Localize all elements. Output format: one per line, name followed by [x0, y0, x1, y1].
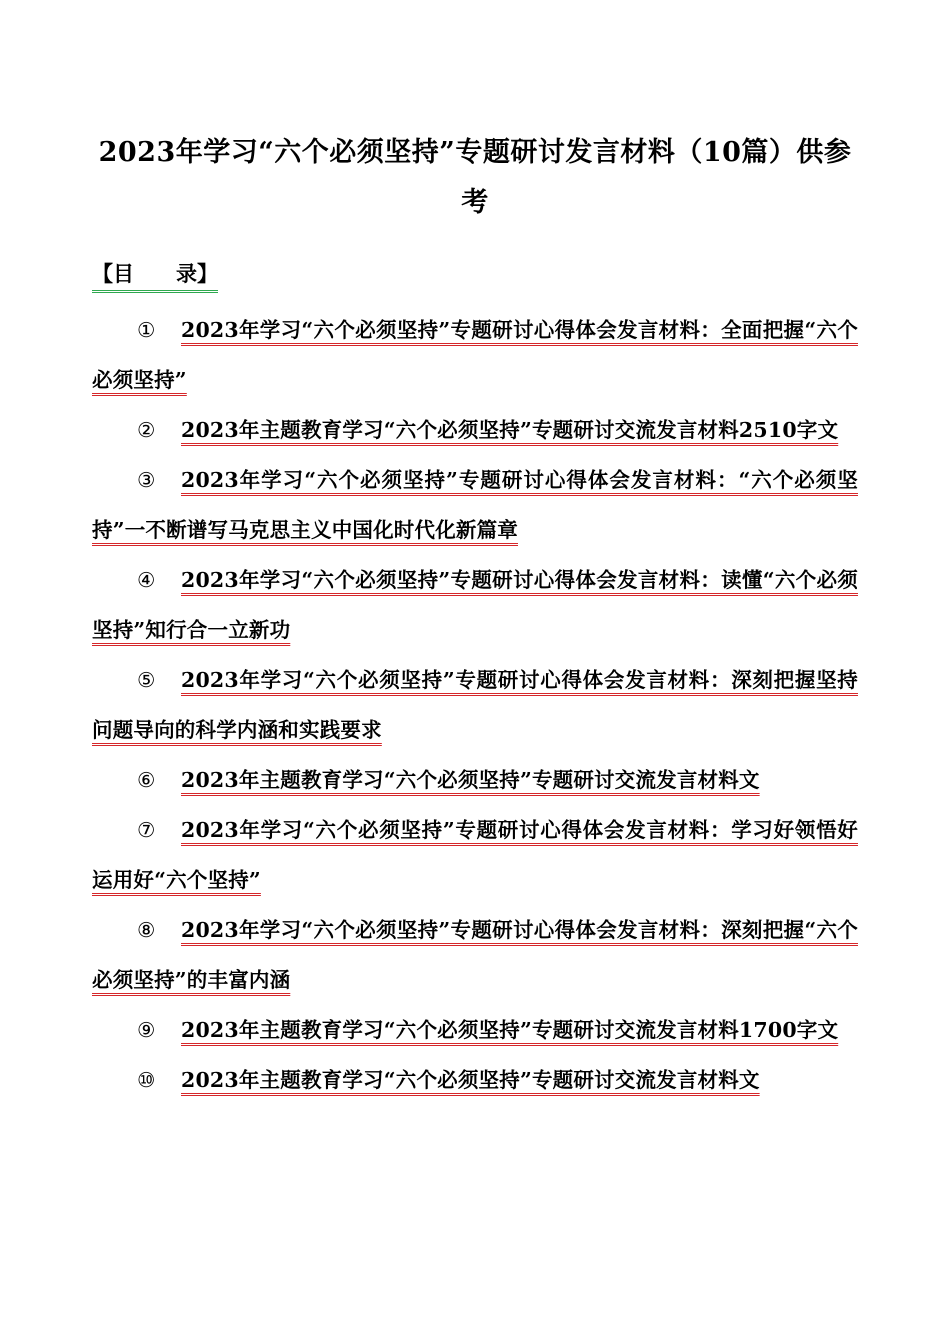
toc-item-number: ⑥ — [137, 768, 156, 792]
toc-link[interactable]: 2023年主题教育学习“六个必须坚持”专题研讨交流发言材料1700字文 — [181, 1018, 839, 1042]
toc-item-number: ⑩ — [137, 1068, 156, 1092]
toc-item-number: ⑦ — [137, 818, 156, 842]
toc-link[interactable]: 2023年主题教育学习“六个必须坚持”专题研讨交流发言材料文 — [181, 768, 760, 792]
toc-item-2 — [92, 405, 858, 455]
toc-item-number: ⑨ — [137, 1018, 156, 1042]
toc-item-number: ③ — [137, 468, 156, 492]
toc-item-number: ⑤ — [137, 668, 156, 692]
toc-item-number: ① — [137, 318, 156, 342]
toc-item-7 — [92, 805, 858, 905]
toc-item-4 — [92, 555, 858, 655]
toc-item-1 — [92, 305, 858, 405]
toc-item-6 — [92, 755, 858, 805]
toc-item-10 — [92, 1055, 858, 1105]
toc-link[interactable]: 2023年学习“六个必须坚持”专题研讨心得体会发言材料：全面把握“六个必须坚持” — [92, 318, 858, 392]
toc-item-number: ② — [137, 418, 156, 442]
toc-link[interactable]: 2023年学习“六个必须坚持”专题研讨心得体会发言材料：读懂“六个必须坚持”知行合一立新功 — [92, 568, 858, 642]
toc-item-5 — [92, 655, 858, 755]
toc-heading: 【目 录】 — [92, 259, 218, 293]
toc-link[interactable]: 2023年主题教育学习“六个必须坚持”专题研讨交流发言材料2510字文 — [181, 418, 839, 442]
toc-list — [92, 305, 858, 1105]
toc-link[interactable]: 2023年学习“六个必须坚持”专题研讨心得体会发言材料：学习好领悟好运用好“六个坚持” — [92, 818, 858, 892]
toc-link[interactable]: 2023年学习“六个必须坚持”专题研讨心得体会发言材料：“六个必须坚持”一不断谱写马克思主义中国化时代化新篇章 — [92, 468, 858, 542]
toc-item-8 — [92, 905, 858, 1005]
toc-item-3 — [92, 455, 858, 555]
toc-item-9 — [92, 1005, 858, 1055]
toc-item-number: ⑧ — [137, 918, 156, 942]
toc-link[interactable]: 2023年学习“六个必须坚持”专题研讨心得体会发言材料：深刻把握坚持问题导向的科学内涵和实践要求 — [92, 668, 858, 742]
document-title: 2023年学习“六个必须坚持”专题研讨发言材料（10篇）供参考 — [98, 137, 852, 218]
toc-item-number: ④ — [137, 568, 156, 592]
toc-link[interactable]: 2023年学习“六个必须坚持”专题研讨心得体会发言材料：深刻把握“六个必须坚持”的丰富内涵 — [92, 918, 858, 992]
toc-link[interactable]: 2023年主题教育学习“六个必须坚持”专题研讨交流发言材料文 — [181, 1068, 760, 1092]
